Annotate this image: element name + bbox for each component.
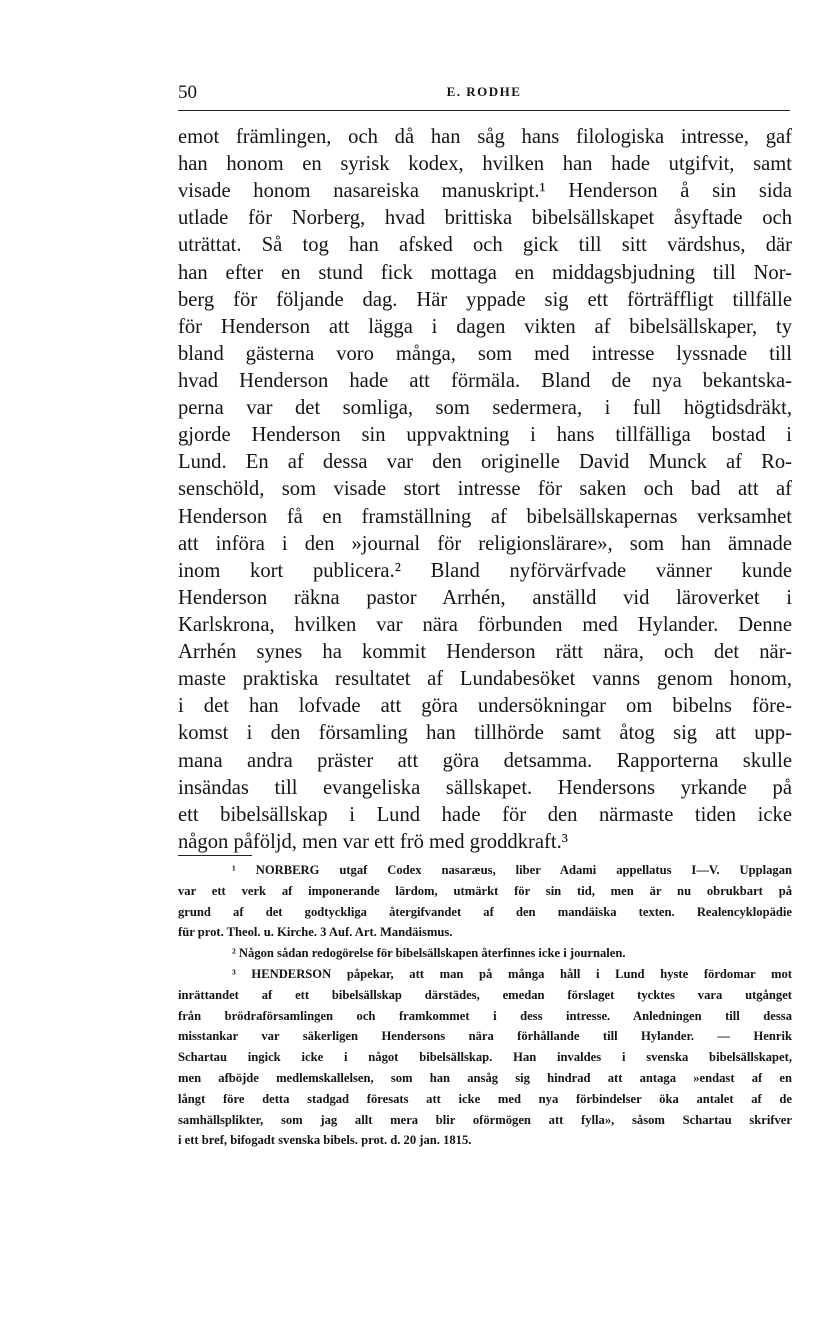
body-line: Karlskrona, hvilken var nära förbunden med Hylander. Denne: [178, 613, 792, 636]
footnote-rule: [178, 855, 252, 856]
body-line: visade honom nasareiska manuskript.¹ Henderson å sin sida: [178, 180, 792, 203]
header-rule: [178, 110, 790, 111]
body-line: insändas till evangeliska sällskapet. Hendersons yrkande på: [178, 776, 792, 799]
footnote-1-line: var ett verk af imponerande lärdom, utmärkt för sin tid, men är nu obrukbart på: [178, 883, 792, 898]
body-line: att införa i den »journal för religionslärare», som han ämnade: [178, 532, 792, 555]
body-line: Arrhén synes ha kommit Henderson rätt nära, och det när-: [178, 641, 792, 664]
footnote-3-line: inrättandet af ett bibelsällskap därstädes, emedan förslaget tycktes vara utgånget: [178, 987, 792, 1002]
footnote-1-line: für prot. Theol. u. Kirche. 3 Auf. Art. Mandäismus.: [178, 925, 453, 940]
footnote-3-line: men afböjde medlemskallelsen, som han ansåg sig hindrad att antaga »endast af en: [178, 1070, 792, 1085]
body-line: Henderson få en framställning af bibelsällskapernas verksamhet: [178, 505, 792, 528]
footnote-1-line: ¹ NORBERG utgaf Codex nasaræus, liber Adami appellatus I—V. Upplagan: [232, 863, 792, 877]
body-line: Henderson räkna pastor Arrhén, anställd vid läroverket i: [178, 586, 792, 609]
footnote-1-line: grund af det godtyckliga återgifvandet af den mandäiska texten. Realencyklopädie: [178, 904, 792, 919]
body-text: [178, 124, 792, 856]
footnotes: [178, 860, 792, 1151]
footnote-3-line: från brödraförsamlingen och framkommet i dess intresse. Anledningen till dessa: [178, 1008, 792, 1023]
body-line: ett bibelsällskap i Lund hade för den närmaste tiden icke: [178, 803, 792, 826]
body-line: senschöld, som visade stort intresse för saken och bad att af: [178, 478, 792, 501]
body-line: gjorde Henderson sin uppvaktning i hans tillfälliga bostad i: [178, 424, 792, 447]
body-line: berg för följande dag. Här yppade sig ett förträffligt tillfälle: [178, 288, 792, 311]
body-line: i det han lofvade att göra undersökningar om bibelns före-: [178, 695, 792, 718]
footnote-2-line: ² Någon sådan redogörelse för bibelsällskapen återfinnes icke i journalen.: [232, 946, 626, 961]
body-line: uträttat. Så tog han afsked och gick till sitt värdshus, där: [178, 234, 792, 257]
footnote-3-line: Schartau ingick icke i något bibelsällskap. Han invaldes i svenska bibelsällskapet,: [178, 1050, 792, 1065]
body-line: hvad Henderson hade att förmäla. Bland de nya bekantska-: [178, 369, 792, 392]
body-line: perna var det somliga, som sedermera, i full högtidsdräkt,: [178, 397, 792, 420]
body-line: maste praktiska resultatet af Lundabesöket vanns genom honom,: [178, 668, 792, 691]
page-header: [178, 82, 790, 106]
body-line: han honom en syrisk kodex, hvilken han hade utgifvit, samt: [178, 153, 792, 176]
body-line: inom kort publicera.² Bland nyförvärfvade vänner kunde: [178, 559, 792, 582]
body-line: för Henderson att lägga i dagen vikten af bibelsällskaper, ty: [178, 315, 792, 338]
body-line-last: någon påföljd, men var ett frö med groddkraft.³: [178, 830, 568, 853]
footnote-3-line: samhällsplikter, som jag allt mera blir oförmögen att fylla», såsom Schartau skrifver: [178, 1112, 792, 1127]
body-line: emot främlingen, och då han såg hans filologiska intresse, gaf: [178, 126, 792, 148]
body-line: Lund. En af dessa var den originelle David Munck af Ro-: [178, 451, 792, 474]
footnote-3-line: i ett bref, bifogadt svenska bibels. prot. d. 20 jan. 1815.: [178, 1133, 472, 1148]
body-line: bland gästerna voro många, som med intresse lyssnade till: [178, 342, 792, 365]
body-line: mana andra präster att göra detsamma. Rapporterna skulle: [178, 749, 792, 772]
body-line: komst i den församling han tillhörde samt åtog sig att upp-: [178, 722, 792, 745]
body-line: utlade för Norberg, hvad brittiska bibelsällskapet åsyftade och: [178, 207, 792, 230]
footnote-3-line: långt före detta stadgad föresats att icke med nya förbindelser öka antalet af de: [178, 1091, 792, 1106]
running-head: E. RODHE: [446, 84, 522, 99]
body-line: han efter en stund fick mottaga en middagsbjudning till Nor-: [178, 261, 792, 284]
footnote-3-line: ³ HENDERSON påpekar, att man på många håll i Lund hyste fördomar mot: [232, 966, 792, 981]
footnote-3-line: misstankar var säkerligen Hendersons nära förhållande till Hylander. — Henrik: [178, 1029, 792, 1044]
page-number: 50: [178, 82, 197, 103]
